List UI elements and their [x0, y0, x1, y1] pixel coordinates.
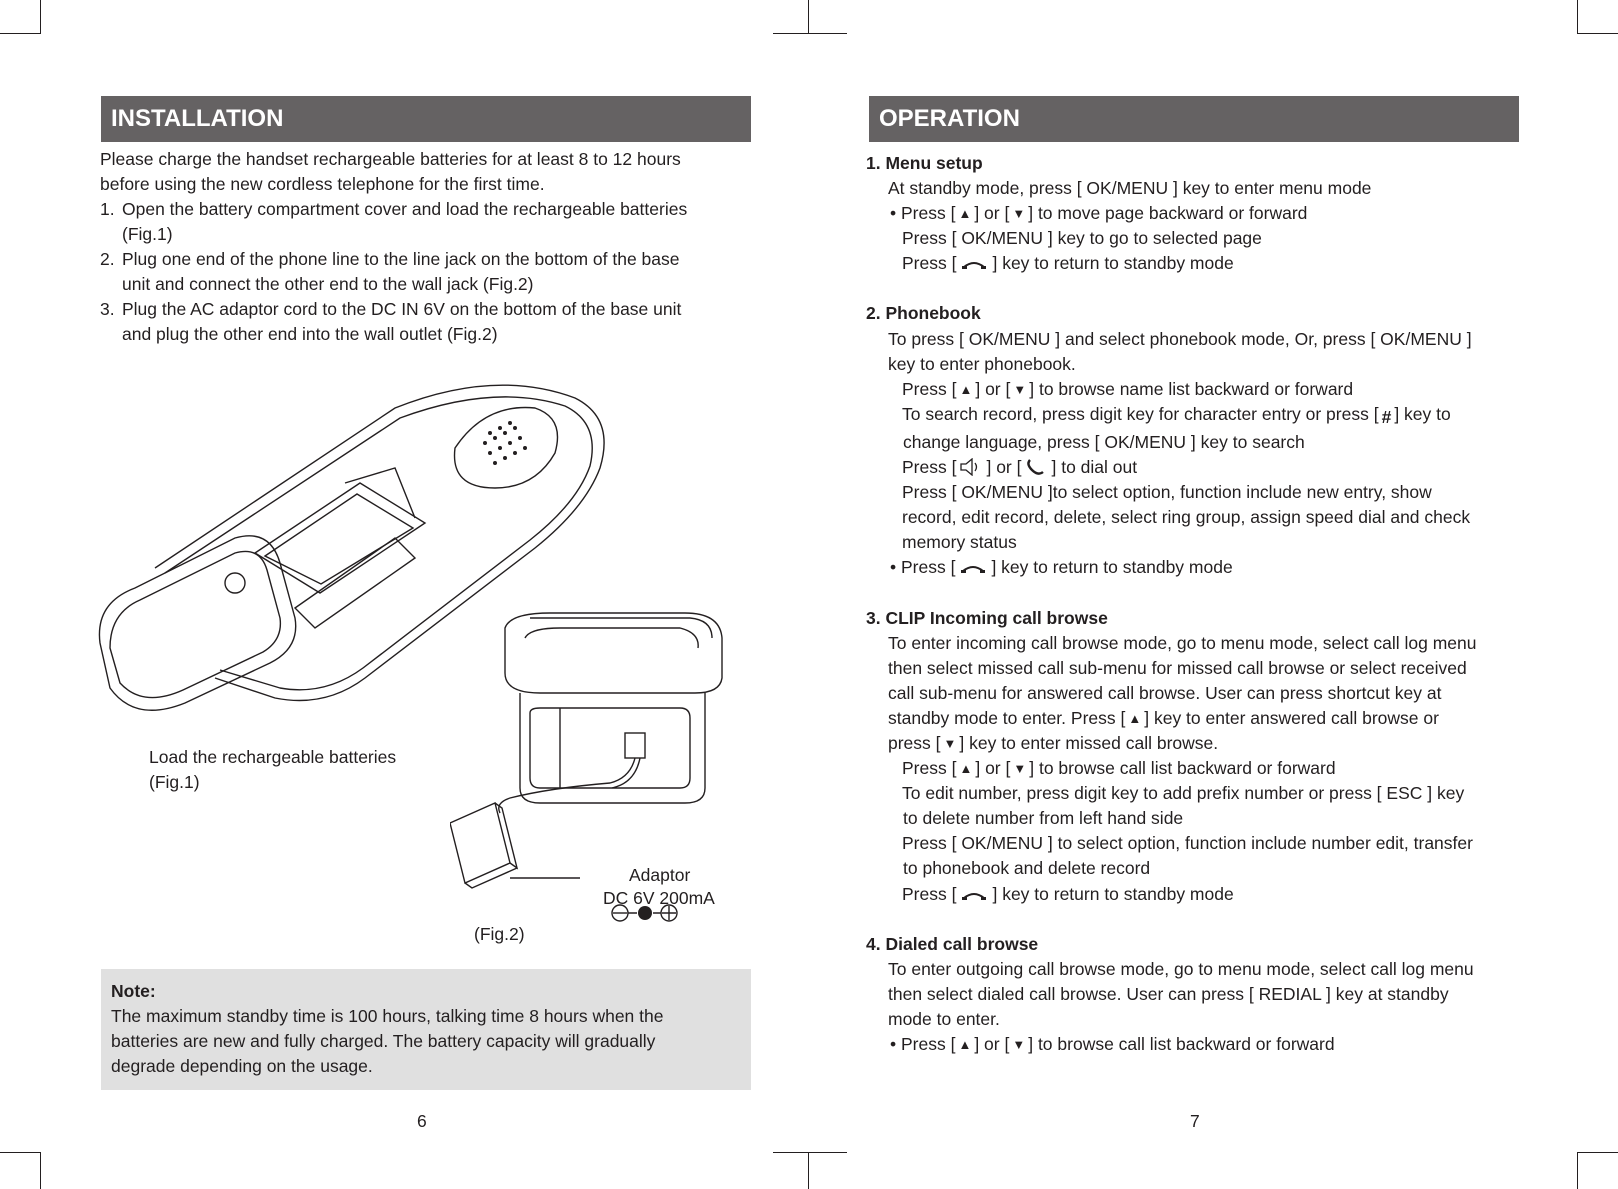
op-line: record, edit record, delete, select ring group, assign speed dial and check — [902, 507, 1471, 528]
adaptor-label: Adaptor — [629, 865, 691, 885]
section-title: 2. Phonebook — [866, 303, 981, 324]
step-text: Plug one end of the phone line to the line jack on the bottom of the base — [122, 249, 680, 269]
op-line: standby mode to enter. Press [ ▲ ] key to enter answered call browse or — [888, 706, 1526, 731]
op-line: • Press [ ▲ ] or [ ▼ ] to move page backward or forward — [890, 201, 1526, 226]
note-text: The maximum standby time is 100 hours, talking time 8 hours when the — [111, 1006, 664, 1026]
down-arrow-icon: ▼ — [1012, 1037, 1026, 1052]
op-line: then select dialed call browse. User can press [ REDIAL ] key at standby — [888, 983, 1449, 1004]
installation-header: INSTALLATION — [101, 96, 751, 142]
note-text: degrade depending on the usage. — [111, 1056, 373, 1076]
install-step-1 — [100, 197, 760, 247]
end-call-icon — [959, 889, 989, 903]
crop-mark — [1577, 33, 1618, 34]
op-line: To search record, press digit key for character entry or press [ # ] key to — [902, 402, 1526, 430]
op-line: Press [ ] key to return to standby mode — [902, 883, 1234, 904]
op-line: Press [ ] key to return to standby mode — [902, 253, 1234, 274]
step-number: 3. — [100, 299, 115, 319]
fig1-caption — [149, 745, 396, 795]
crop-mark — [0, 1152, 40, 1153]
fig1-caption-line: (Fig.1) — [149, 772, 200, 792]
op-line: then select missed call sub-menu for missed call browse or select received — [888, 657, 1467, 678]
op-line: Press [ ▲ ] or [ ▼ ] to browse name list backward or forward — [902, 377, 1526, 402]
up-arrow-icon: ▲ — [959, 761, 973, 777]
op-line: • Press [ ▲ ] or [ ▼ ] to browse call list backward or forward — [890, 1032, 1526, 1057]
installation-body — [100, 147, 760, 347]
fig1-caption-line: Load the rechargeable batteries — [149, 747, 397, 767]
op-line: to delete number from left hand side — [903, 808, 1184, 829]
crop-mark — [1577, 0, 1578, 34]
speaker-icon — [959, 458, 983, 476]
crop-mark — [773, 1152, 847, 1153]
up-arrow-icon: ▲ — [958, 1037, 972, 1052]
page-number-left: 6 — [417, 1111, 427, 1131]
crop-mark — [40, 0, 41, 34]
crop-mark — [808, 1152, 809, 1189]
note-box — [101, 969, 751, 1090]
op-line: call sub-menu for answered call browse. User can press shortcut key at — [888, 682, 1442, 703]
up-arrow-icon: ▲ — [959, 381, 973, 397]
call-icon — [1024, 458, 1048, 476]
crop-mark — [1577, 1152, 1618, 1153]
adaptor-spec: DC 6V 200mA — [603, 888, 715, 908]
section-title: 1. Menu setup — [866, 153, 983, 173]
op-line: Press [ OK/MENU ]to select option, function include new entry, show — [902, 482, 1432, 503]
hash-icon: # — [1381, 406, 1392, 427]
step-number: 1. — [100, 199, 115, 219]
step-text: and plug the other end into the wall outlet (Fig.2) — [122, 324, 498, 344]
op-line: To edit number, press digit key to add prefix number or press [ ESC ] key — [902, 783, 1465, 804]
operation-body — [866, 151, 1526, 1057]
fig2-caption: (Fig.2) — [474, 924, 525, 944]
install-step-2 — [100, 247, 760, 297]
intro-line: before using the new cordless telephone for the first time. — [100, 174, 545, 194]
crop-mark — [0, 33, 40, 34]
op-line: to phonebook and delete record — [903, 858, 1151, 879]
op-line: To enter incoming call browse mode, go to menu mode, select call log menu — [888, 632, 1477, 653]
step-text: (Fig.1) — [122, 224, 173, 244]
op-line: To press [ OK/MENU ] and select phonebook mode, Or, press [ OK/MENU ] — [888, 328, 1472, 349]
page-number-right: 7 — [1190, 1111, 1200, 1131]
op-line: key to enter phonebook. — [888, 353, 1076, 374]
op-line: Press [ OK/MENU ] key to go to selected page — [902, 228, 1262, 249]
op-line: mode to enter. — [888, 1008, 1000, 1029]
section-title: 4. Dialed call browse — [866, 933, 1039, 954]
end-call-icon — [959, 258, 989, 272]
op-line: memory status — [902, 532, 1017, 553]
step-text: Plug the AC adaptor cord to the DC IN 6V on the bottom of the base unit — [122, 299, 682, 319]
crop-mark — [40, 1152, 41, 1189]
section-title: 3. CLIP Incoming call browse — [866, 607, 1108, 628]
op-line: At standby mode, press [ OK/MENU ] key to enter menu mode — [888, 178, 1372, 199]
op-line: Press [ OK/MENU ] to select option, function include number edit, transfer — [902, 833, 1473, 854]
step-text: Open the battery compartment cover and load the rechargeable batteries — [122, 199, 688, 219]
crop-mark — [773, 33, 847, 34]
op-line: Press [ ] or [ ] to dial out — [902, 457, 1138, 478]
op-line: To enter outgoing call browse mode, go to menu mode, select call log menu — [888, 958, 1474, 979]
down-arrow-icon: ▼ — [1013, 761, 1027, 777]
op-line: change language, press [ OK/MENU ] key to search — [903, 431, 1305, 452]
intro-line: Please charge the handset rechargeable batteries for at least 8 to 12 hours — [100, 149, 681, 169]
operation-header: OPERATION — [869, 96, 1519, 142]
step-number: 2. — [100, 249, 115, 269]
crop-mark — [1577, 1152, 1578, 1189]
down-arrow-icon: ▼ — [943, 735, 957, 751]
base-adaptor-illustration — [450, 608, 750, 928]
op-line: Press [ ▲ ] or [ ▼ ] to browse call list backward or forward — [902, 756, 1526, 781]
install-step-3 — [100, 297, 760, 347]
end-call-icon — [958, 562, 988, 576]
step-text: unit and connect the other end to the wall jack (Fig.2) — [122, 274, 534, 294]
down-arrow-icon: ▼ — [1013, 381, 1027, 397]
up-arrow-icon: ▲ — [958, 206, 972, 222]
op-line: press [ ▼ ] key to enter missed call browse. — [888, 731, 1526, 756]
note-title: Note: — [111, 981, 156, 1001]
note-text: batteries are new and fully charged. The battery capacity will gradually — [111, 1031, 656, 1051]
op-line: • Press [ ] key to return to standby mode — [890, 557, 1233, 578]
up-arrow-icon: ▲ — [1128, 710, 1142, 726]
down-arrow-icon: ▼ — [1012, 206, 1026, 222]
crop-mark — [808, 0, 809, 34]
